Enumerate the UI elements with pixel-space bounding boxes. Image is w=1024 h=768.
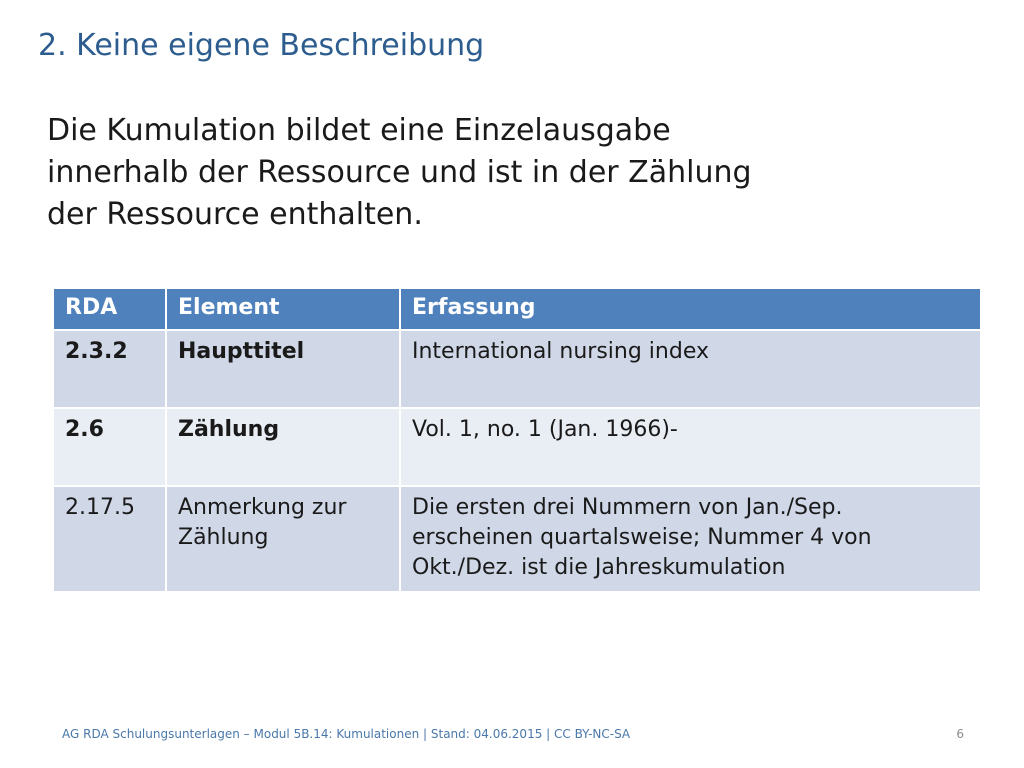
header-erfassung: Erfassung bbox=[400, 288, 981, 330]
cell-erfassung-line: Die ersten drei Nummern von Jan./Sep. bbox=[412, 495, 843, 520]
slide-title: 2. Keine eigene Beschreibung bbox=[38, 28, 485, 63]
intro-line: der Ressource enthalten. bbox=[47, 197, 423, 232]
cell-rda: 2.3.2 bbox=[53, 330, 166, 408]
table-header-row bbox=[53, 288, 981, 330]
cell-element-line: Zählung bbox=[178, 525, 269, 550]
intro-line: Die Kumulation bildet eine Einzelausgabe bbox=[47, 113, 671, 148]
header-element: Element bbox=[166, 288, 400, 330]
cell-element-line: Anmerkung zur bbox=[178, 495, 347, 520]
rda-table bbox=[52, 287, 982, 593]
cell-erfassung: Vol. 1, no. 1 (Jan. 1966)- bbox=[400, 408, 981, 486]
table-row bbox=[53, 408, 981, 486]
cell-element bbox=[166, 486, 400, 592]
footer-text: AG RDA Schulungsunterlagen – Modul 5B.14: Kumulationen | Stand: 04.06.2015 | CC BY-NC-SA bbox=[62, 727, 631, 741]
cell-erfassung-line: erscheinen quartalsweise; Nummer 4 von bbox=[412, 525, 872, 550]
page-number: 6 bbox=[956, 727, 964, 741]
table-row bbox=[53, 330, 981, 408]
cell-erfassung: International nursing index bbox=[400, 330, 981, 408]
cell-erfassung-line: Okt./Dez. ist die Jahreskumulation bbox=[412, 555, 786, 580]
intro-paragraph bbox=[47, 110, 927, 236]
intro-line: innerhalb der Ressource und ist in der Zählung bbox=[47, 155, 752, 190]
cell-rda: 2.17.5 bbox=[53, 486, 166, 592]
header-rda: RDA bbox=[53, 288, 166, 330]
cell-element: Zählung bbox=[166, 408, 400, 486]
cell-rda: 2.6 bbox=[53, 408, 166, 486]
cell-element: Haupttitel bbox=[166, 330, 400, 408]
table-row bbox=[53, 486, 981, 592]
cell-erfassung bbox=[400, 486, 981, 592]
